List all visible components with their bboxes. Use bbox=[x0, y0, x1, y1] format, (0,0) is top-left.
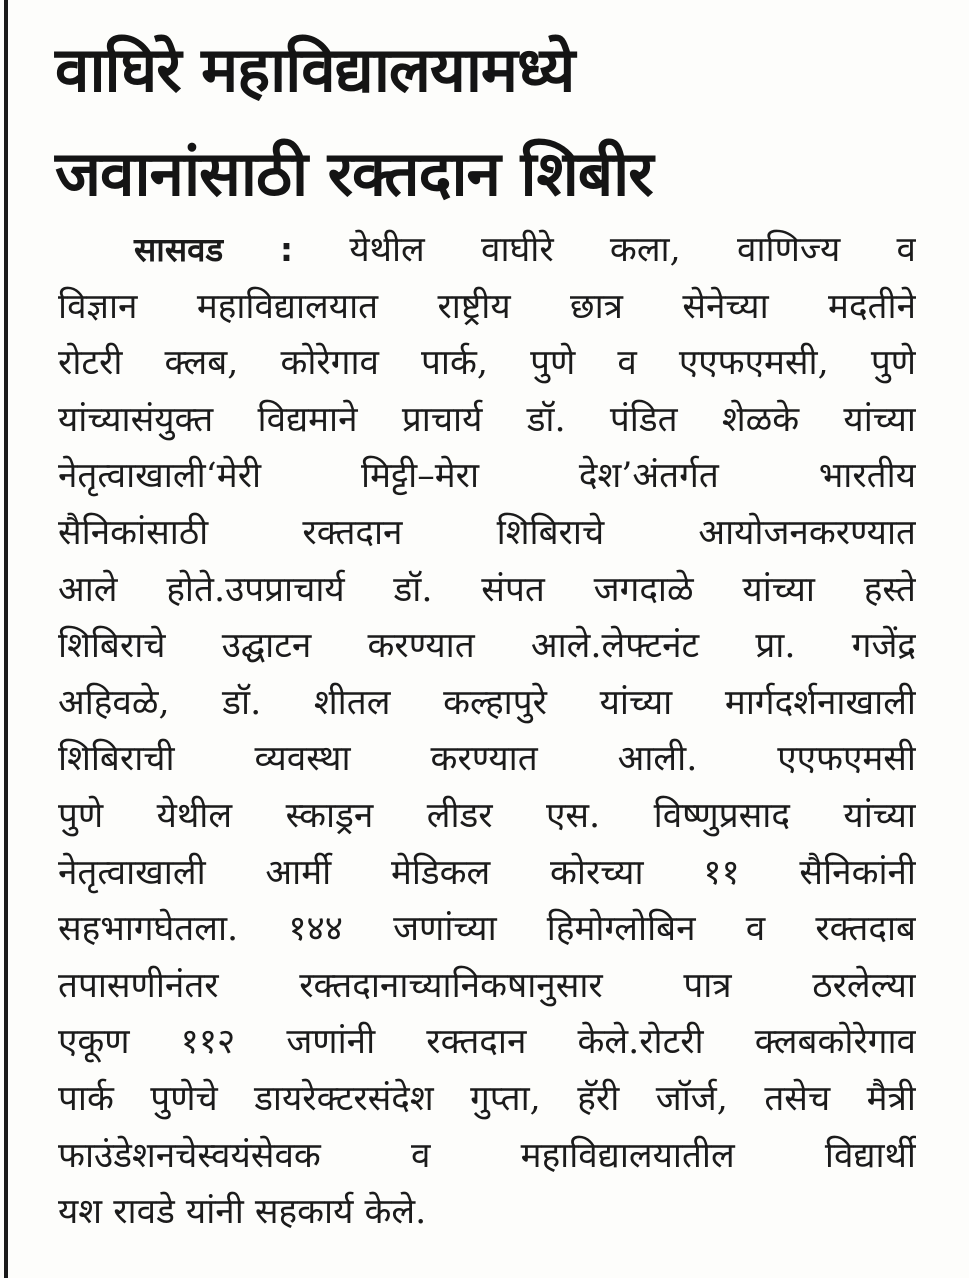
body-line: नेतृत्वाखाली आर्मी मेडिकल कोरच्या ११ सैनिकांनी bbox=[58, 852, 916, 893]
body-line: एकूण ११२ जणांनी रक्तदान केले.रोटरी क्लबकोरेगाव bbox=[58, 1022, 916, 1063]
dateline: सासवड : bbox=[134, 230, 294, 269]
body-line: फाउंडेशनचेस्वयंसेवक व महाविद्यालयातील विद्यार्थी bbox=[58, 1135, 916, 1176]
body-line: रोटरी क्लब, कोरेगाव पार्क, पुणे व एएफएमसी, पुणे bbox=[58, 343, 916, 384]
body-line: आले होते.उपप्राचार्य डॉ. संपत जगदाळे यांच्या हस्ते bbox=[58, 569, 916, 610]
column-rule bbox=[4, 0, 8, 1278]
body-line: सहभागघेतला. १४४ जणांच्या हिमोग्लोबिन व रक्तदाब bbox=[58, 909, 916, 950]
body-line: सैनिकांसाठी रक्तदान शिबिराचे आयोजनकरण्यात bbox=[58, 512, 916, 553]
body-line: पुणे येथील स्काड्रन लीडर एस. विष्णुप्रसाद यांच्या bbox=[58, 795, 916, 836]
headline-line-1: वाघिरे महाविद्यालयामध्ये bbox=[55, 33, 575, 106]
body-line: नेतृत्वाखाली‘मेरी मिट्टी–मेरा देश’अंतर्गत भारतीय bbox=[58, 456, 916, 497]
body-line: शिबिराचे उद्घाटन करण्यात आले.लेफ्टनंट प्रा. गजेंद्र bbox=[58, 626, 916, 667]
body-line-1-text: येथील वाघीरे कला, वाणिज्य व bbox=[349, 230, 916, 270]
article-body bbox=[58, 222, 916, 1241]
body-line-1 bbox=[58, 222, 916, 279]
body-line: तपासणीनंतर रक्तदानाच्यानिकषानुसार पात्र ठरलेल्या bbox=[58, 965, 916, 1006]
body-line-last: यश रावडे यांनी सहकार्य केले. bbox=[58, 1192, 427, 1233]
body-line: यांच्यासंयुक्त विद्यमाने प्राचार्य डॉ. पंडित शेळके यांच्या bbox=[58, 399, 916, 440]
headline bbox=[55, 18, 945, 226]
headline-line-2: जवानांसाठी रक्तदान शिबीर bbox=[55, 137, 653, 210]
body-line: विज्ञान महाविद्यालयात राष्ट्रीय छात्र सेनेच्या मदतीने bbox=[58, 286, 916, 327]
body-line: पार्क पुणेचे डायरेक्टरसंदेश गुप्ता, हॅरी जॉर्ज, तसेच मैत्री bbox=[58, 1078, 916, 1119]
body-line: अहिवळे, डॉ. शीतल कल्हापुरे यांच्या मार्गदर्शनाखाली bbox=[58, 682, 916, 723]
body-line: शिबिराची व्यवस्था करण्यात आली. एएफएमसी bbox=[58, 739, 916, 780]
